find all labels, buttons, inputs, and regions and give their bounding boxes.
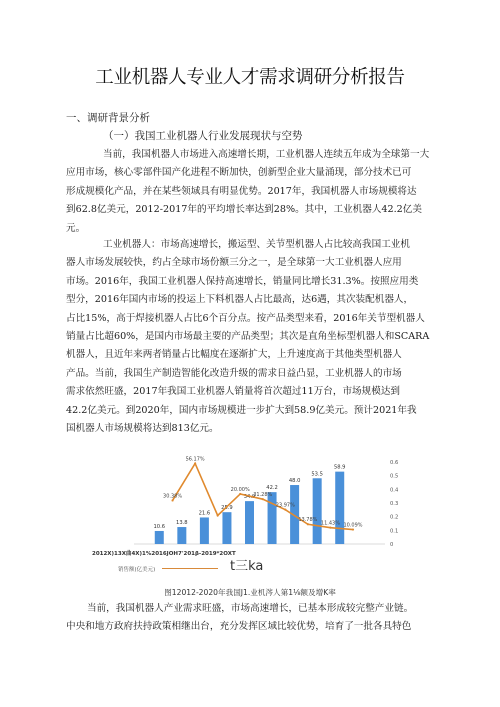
chart-bar (222, 512, 231, 544)
chart-bar-label: 21.6 (198, 510, 211, 517)
chart-bar (245, 501, 254, 544)
paragraph-line: 机器人，且近年来两者销量占比幅度在逐渐扩大，上升速度高于其他类型机器人 (66, 349, 402, 361)
chart-right-axis-tick: 0.4 (390, 487, 399, 494)
paragraph-line: 型分，2016年国内市场的投运上下料机器人占比最高，达6遇，其次装配机器人， (66, 294, 414, 306)
paragraph-line: 中央和地方政府扶持政策相继出台，充分发挥区域比较优势，培育了一批各具特色 (66, 621, 412, 633)
chart-right-axis-tick: 0.5 (390, 473, 399, 480)
paragraph-line: 工业机器人：市场高速增长，搬运型、关节型机器人占比较高我国工业机 (103, 239, 410, 250)
chart-bar-label: 58.9 (333, 464, 346, 471)
chart-right-axis-tick: 0.3 (390, 501, 399, 507)
chart-bar-label: 34.9 (243, 494, 256, 501)
chart-bar-label: 42.2 (266, 485, 278, 492)
chart-line-label: 13.78% (298, 517, 318, 524)
chart-right-axis-tick: 0.6 (390, 460, 399, 466)
chart-right-axis-tick: 0.1 (390, 528, 399, 535)
figure-caption: 图12012-2020年我国J1.业机涔人第1⅛额及增K率 (164, 588, 336, 597)
chart-line-point (262, 498, 264, 500)
paragraph-line: 形成规模化产品，并在某些领域具有明显优势。2017年，我国机器人市场规模将达 (66, 185, 417, 197)
paragraph-line: 占比15%，高于焊接机器人占比6个百分点。按产品类型来看，2016年关节型机器人 (66, 312, 425, 324)
paragraph-line: 产品。当前，我国生产制造智能化改造升级的需求日益凸显，工业机器人的市场 (66, 367, 402, 379)
chart-bar (200, 517, 209, 544)
chart-line-label: 56.17% (185, 456, 205, 463)
chart-bar-label: 10.6 (153, 523, 166, 530)
chart-bar-label: 13.8 (176, 520, 188, 527)
chart-bar-label: 48.0 (288, 478, 301, 485)
chart-bar (268, 492, 277, 544)
chart-line-point (239, 493, 241, 495)
chart-bar-label: 25.9 (221, 505, 233, 512)
chart-line-point (194, 462, 196, 464)
paragraph-line: 需求依然旺盛，2017年我国工业机器人销量将首次超过11万台，市场规模达到 (66, 386, 401, 398)
chart-right-axis-tick: 0.2 (390, 514, 399, 521)
chart-line-label: 30.38% (163, 493, 183, 500)
report-title: 工业机器人专业人才需求调研分析报告 (95, 67, 405, 88)
paragraph-line: 国机器人市场规模将达到813亿元。 (66, 423, 219, 435)
chart-line-point (217, 514, 219, 516)
legend-line-swatch (162, 568, 218, 569)
paragraph-line: 市场。2016年，我国工业机器人保持高速增长，销量同比增长31.3%。按照应用类 (66, 275, 419, 287)
chart-line-label: 31.28% (253, 492, 273, 499)
paragraph-line: 器人市场发展较快，约占全球市场份额三分之一，是全球第一大工业机器人应用 (66, 257, 402, 269)
chart-line-label: 11.43% (320, 520, 340, 527)
chart-right-axis-tick: 0 (390, 542, 394, 548)
subsection-heading: （一）我国工业机器人行业发展现状与空势 (103, 130, 303, 142)
chart-line-point (352, 528, 354, 530)
chart-line-point (171, 499, 173, 501)
chart-line-point (307, 523, 309, 525)
chart-line-point (329, 527, 331, 529)
chart-series-legend: 销售额(亿美元) (118, 567, 156, 573)
chart-bar (155, 531, 164, 544)
chart-bar-label: 53.5 (311, 471, 323, 478)
paragraph-line: 当前，我国机器人市场进入高速增长期，工业机器人连续五年成为全球第一大 (103, 149, 430, 160)
paragraph-line: 销量占比超60%，是国内市场最主要的产品类型；其次是直角坐标型机器人和SCARA (66, 331, 430, 343)
chart-line-label: 10.09% (343, 522, 363, 529)
chart-line-point (284, 509, 286, 511)
paragraph-line: 42.2亿美元。到2020年，国内市场规模进一步扩大到58.9亿美元。预计2021年我 (66, 404, 417, 416)
chart-year-legend: 2012X)13X曲4X)1%2016JOH7'201β-2019*2OXT (92, 551, 236, 557)
paragraph-industrial-robots (66, 236, 434, 438)
paragraph-line: 应用市场，核心零部件国产化进程不断加快，创新型企业大量涌现，部分技术已可 (66, 167, 412, 179)
chart-line-label: 20.00% (230, 486, 250, 493)
section-heading: 一、调研背景分析 (66, 112, 150, 124)
chart-extra-legend: t三ka (230, 559, 264, 574)
paragraph-industry-chain (66, 600, 434, 637)
paragraph-line: 到62.8亿美元，2012-2017年的平均增长率达到28%。其中，工业机器人42.2亿美 (66, 204, 422, 216)
paragraph-line: 元。 (66, 222, 86, 234)
chart-line-label: 23.97% (275, 502, 295, 509)
chart-bar (177, 527, 186, 544)
paragraph-market-overview (66, 146, 434, 238)
paragraph-line: 当前，我国机器人产业需求旺盛，市场高速增长，已基本形成较完整产业链。 (87, 603, 414, 614)
chart-bar (335, 472, 344, 544)
chart-bar (313, 478, 322, 544)
